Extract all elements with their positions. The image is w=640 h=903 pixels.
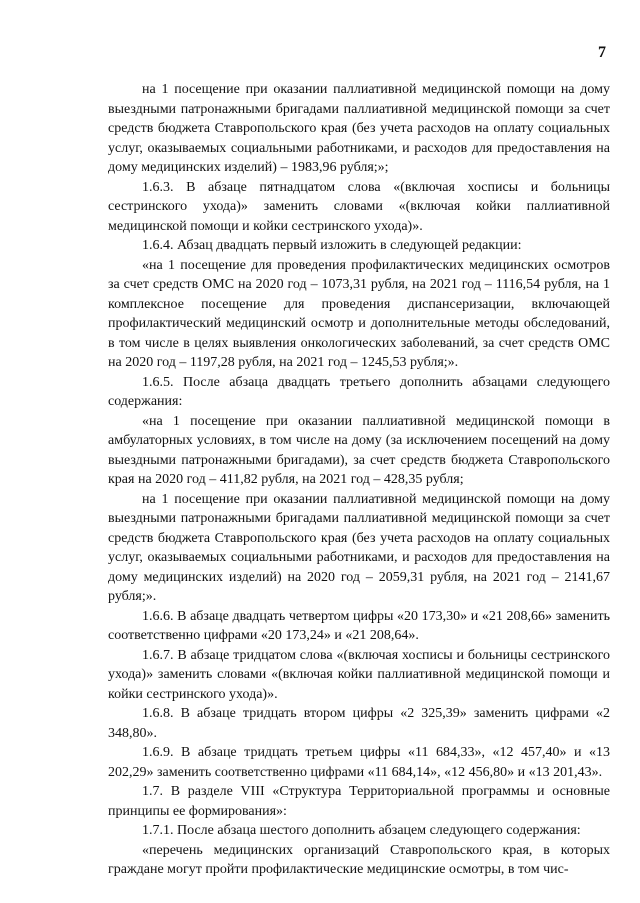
paragraph: 1.6.6. В абзаце двадцать четвертом цифры «20 173,30» и «21 208,66» заменить соответственно цифрами «20 173,24» и «21 208,64». (108, 608, 610, 643)
paragraph: 1.6.4. Абзац двадцать первый изложить в следующей редакции: (142, 238, 522, 253)
paragraph: на 1 посещение при оказании паллиативной медицинской помощи на дому выездными патронажными бригадами паллиативной медицинской помощи за счет средств бюджета Ставропольского края (без учета расходов на оплату социальных услуг, оказываемых социальными работниками, и расходов для предоставления на дому медицинских изделий) на 2020 год – 2059,31 рубля, на 2021 год – 2141,67 рубля;». (108, 491, 610, 604)
paragraph: 1.6.5. После абзаца двадцать третьего дополнить абзацами следующего содержания: (108, 374, 610, 409)
paragraph: «на 1 посещение для проведения профилактических медицинских осмотров за счет средств ОМС на 2020 год – 1073,31 рубля, на 2021 год – 1116,54 рубля, на 1 комплексное посещение для проведения диспансеризации, включающей профилактический медицинский осмотр и дополнительные методы обследований, в том числе в целях выявления онкологических заболеваний, за счет средств ОМС на 2020 год – 1197,28 рубля, на 2021 год – 1245,53 рубля;». (108, 257, 610, 370)
page-number: 7 (598, 44, 606, 61)
paragraph: 1.7. В разделе VIII «Структура Территориальной программы и основные принципы ее формирования»: (108, 784, 610, 819)
paragraph: 1.7.1. После абзаца шестого дополнить абзацем следующего содержания: (142, 823, 581, 838)
paragraph: 1.6.9. В абзаце тридцать третьем цифры «11 684,33», «12 457,40» и «13 202,29» заменить соответственно цифрами «11 684,14», «12 456,80» и «13 201,43». (108, 745, 610, 780)
paragraph: «перечень медицинских организаций Ставропольского края, в которых граждане могут пройти профилактические медицинские осмотры, в том чис- (108, 842, 610, 877)
paragraph: 1.6.8. В абзаце тридцать втором цифры «2 325,39» заменить цифрами «2 348,80». (108, 706, 610, 741)
paragraph: 1.6.7. В абзаце тридцатом слова «(включая хосписы и больницы сестринского ухода)» заменить словами «(включая койки паллиативной медицинской помощи и койки сестринского ухода)». (108, 647, 610, 702)
paragraph: на 1 посещение при оказании паллиативной медицинской помощи на дому выездными патронажными бригадами паллиативной медицинской помощи за счет средств бюджета Ставропольского края (без учета расходов на оплату социальных услуг, оказываемых социальными работниками, и расходов для предоставления на дому медицинских изделий) – 1983,96 рубля;»; (108, 82, 610, 175)
document-body (108, 80, 610, 880)
paragraph: «на 1 посещение при оказании паллиативной медицинской помощи в амбулаторных условиях, в том числе на дому (за исключением посещений на дому выездными патронажными бригадами), за счет средств бюджета Ставропольского края на 2020 год – 411,82 рубля, на 2021 год – 428,35 рубля; (108, 413, 610, 487)
paragraph: 1.6.3. В абзаце пятнадцатом слова «(включая хосписы и больницы сестринского ухода)» заменить словами «(включая койки паллиативной медицинской помощи и койки сестринского ухода)». (108, 179, 610, 234)
